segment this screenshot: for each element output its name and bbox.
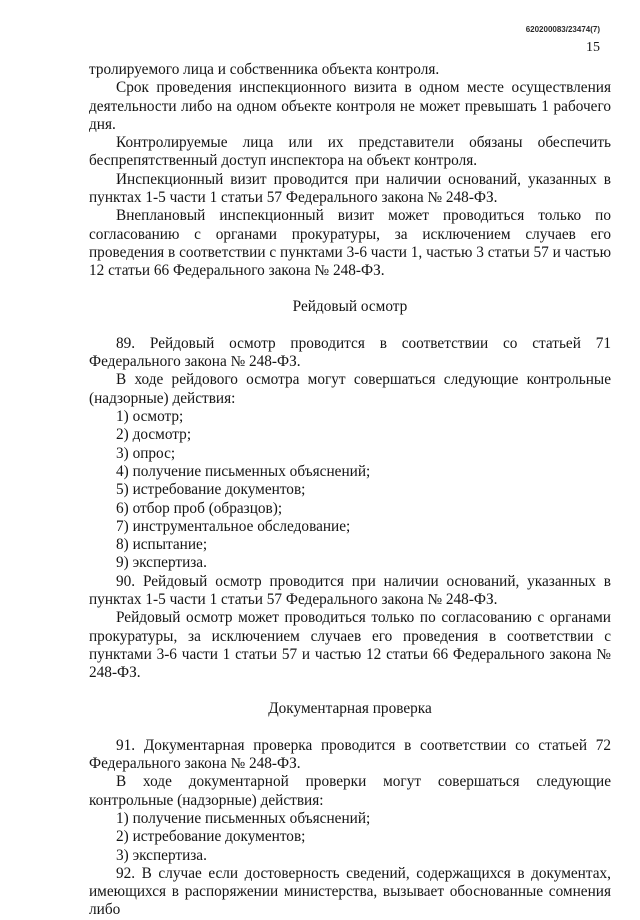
document-code: 620200083/23474(7)	[525, 25, 600, 34]
paragraph: 92. В случае если достоверность сведений, содержащихся в документах, имеющихся в распоряжении министерства, вызывает обоснованные сомнения либо	[89, 864, 611, 919]
list-item: 2) истребование документов;	[116, 828, 306, 846]
document-body	[89, 61, 611, 920]
section-heading-raid-inspection: Рейдовый осмотр	[292, 297, 408, 315]
section-spacer	[89, 281, 611, 298]
list-item: 3) экспертиза.	[116, 846, 207, 864]
list-item: 7) инструментальное обследование;	[116, 517, 351, 535]
paragraph: Контролируемые лица или их представители обязаны обеспечить беспрепятственный доступ инспектора на объект контроля.	[89, 134, 611, 170]
list-item: 3) опрос;	[116, 444, 176, 462]
list-item: 1) осмотр;	[116, 408, 184, 426]
page-number: 15	[586, 40, 600, 55]
paragraph: Рейдовый осмотр может проводиться только по согласованию с органами прокуратуры, за исключением случаев его проведения в соответствии с пунктами 3-6 части 1 статьи 57 и частью 12 статьи 66 Федерального закона № 248-ФЗ.	[89, 609, 611, 682]
list-item: 2) досмотр;	[116, 426, 192, 444]
list-item: 6) отбор проб (образцов);	[116, 499, 283, 517]
paragraph: 91. Документарная проверка проводится в соответствии со статьей 72 Федерального закона № 248-ФЗ.	[89, 736, 611, 773]
paragraph: Внеплановый инспекционный визит может проводиться только по согласованию с органами прокуратуры, за исключением случаев его проведения в соответствии с пунктами 3-6 части 1, частью 3 статьи 57 и частью 12 статьи 66 Федерального закона № 248-ФЗ.	[89, 207, 611, 280]
paragraph: Инспекционный визит проводится при наличии оснований, указанных в пунктах 1-5 части 1 статьи 57 Федерального закона № 248-ФЗ.	[89, 170, 611, 207]
paragraph: 90. Рейдовый осмотр проводится при наличии оснований, указанных в пунктах 1-5 части 1 статьи 57 Федерального закона № 248-ФЗ.	[89, 572, 611, 609]
paragraph: В ходе рейдового осмотра могут совершаться следующие контрольные (надзорные) действия:	[89, 371, 611, 407]
list-item: 1) получение письменных объяснений;	[116, 809, 371, 827]
section-spacer	[89, 683, 611, 700]
section-spacer	[89, 718, 611, 737]
paragraph: В ходе документарной проверки могут совершаться следующие контрольные (надзорные) действия:	[89, 773, 611, 809]
paragraph: 89. Рейдовый осмотр проводится в соответствии со статьей 71 Федерального закона № 248-ФЗ.	[89, 334, 611, 371]
list-item: 5) истребование документов;	[116, 481, 306, 499]
paragraph: Срок проведения инспекционного визита в одном месте осуществления деятельности либо на одном объекте контроля не может превышать 1 рабочего дня.	[89, 79, 611, 133]
section-spacer	[89, 316, 611, 335]
list-item: 9) экспертиза.	[116, 554, 207, 572]
list-item: 4) получение письменных объяснений;	[116, 462, 371, 480]
list-item: 8) испытание;	[116, 536, 208, 554]
section-heading-documentary-check: Документарная проверка	[268, 699, 432, 717]
paragraph: тролируемого лица и собственника объекта контроля.	[89, 61, 440, 78]
